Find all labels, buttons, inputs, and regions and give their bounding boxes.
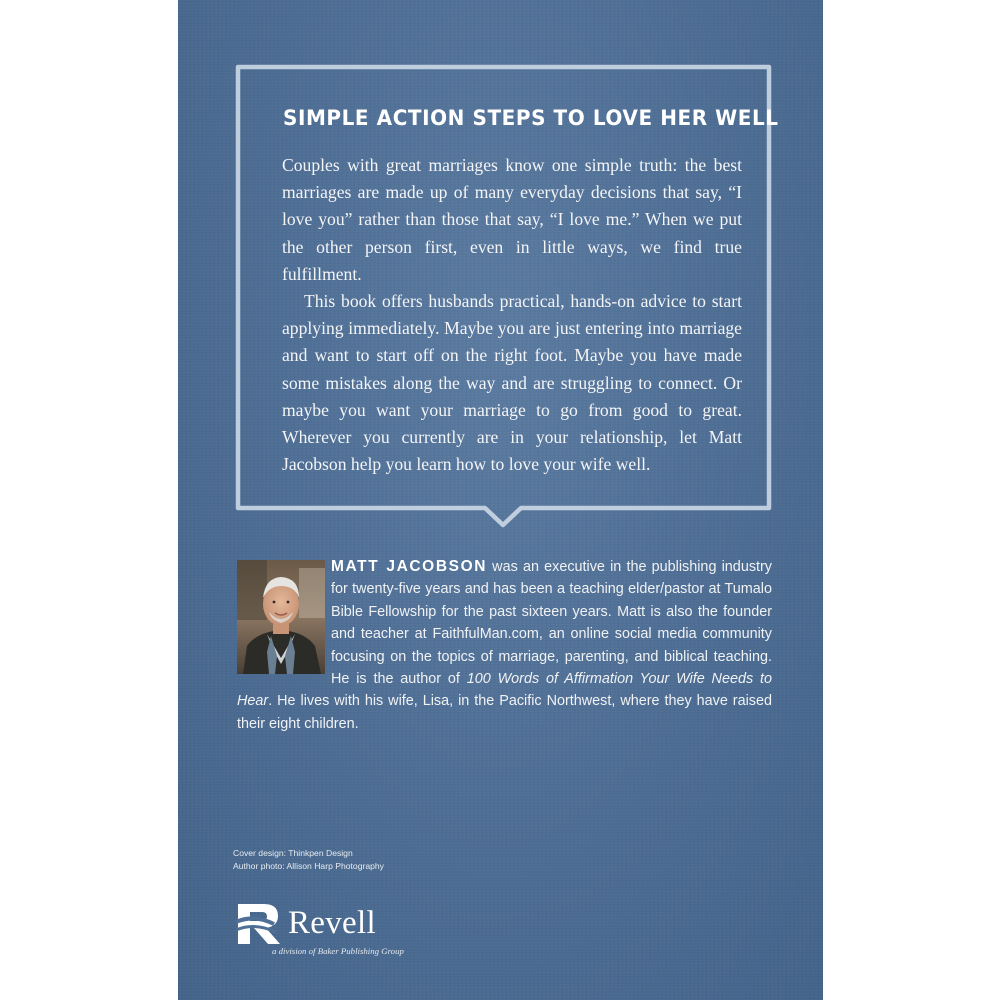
bio-text-part-2: . He lives with his wife, Lisa, in the Pacific Northwest, where they have raised their eight children. — [237, 693, 772, 732]
bio-text-part-1: was an executive in the publishing industry for twenty-five years and has been a teaching elder/​pastor at Tumalo Bible Fellowship for the past sixteen years. Matt is also the founder and teacher at FaithfulMan.com, an online social media community focusing on the topics of marriage, parenting, and biblical teaching. He is the author of — [331, 559, 772, 688]
revell-logo-icon — [234, 902, 284, 946]
cover-design-credit: Cover design: Thinkpen Design — [233, 848, 353, 858]
description-paragraph-1: Couples with great marriages know one simple truth: the best marriages are made up of many everyday decisions that say, “I love you” rather than those that say, “I love me.” When we put the other person first, even in little ways, we find true fulfillment. — [282, 155, 742, 284]
headline: SIMPLE ACTION STEPS TO LOVE HER WELL — [283, 106, 779, 131]
design-credits — [233, 847, 533, 872]
publisher-tagline: a division of Baker Publishing Group — [272, 946, 404, 956]
author-bio — [237, 556, 772, 735]
author-photo-credit: Author photo: Allison Harp Photography — [233, 860, 384, 871]
book-back-cover — [178, 0, 823, 1000]
publisher-name: Revell — [288, 905, 376, 941]
author-name: MATT JACOBSON — [331, 558, 488, 575]
book-title: 100 Words of Affirmation Your Wife Needs to Hear — [237, 671, 772, 710]
description-text — [282, 152, 742, 478]
photo-spacer — [237, 556, 331, 686]
description-paragraph-2: This book offers husbands practical, hands-on advice to start applying immediately. Maybe you are just entering into marriage and want to start off on the right foot. Maybe you have made some mistakes along the way and are struggling to connect. Or maybe you want your marriage to go from good to great. Wherever you currently are in your relationship, let Matt Jacobson help you learn how to love your wife well. — [282, 291, 742, 475]
